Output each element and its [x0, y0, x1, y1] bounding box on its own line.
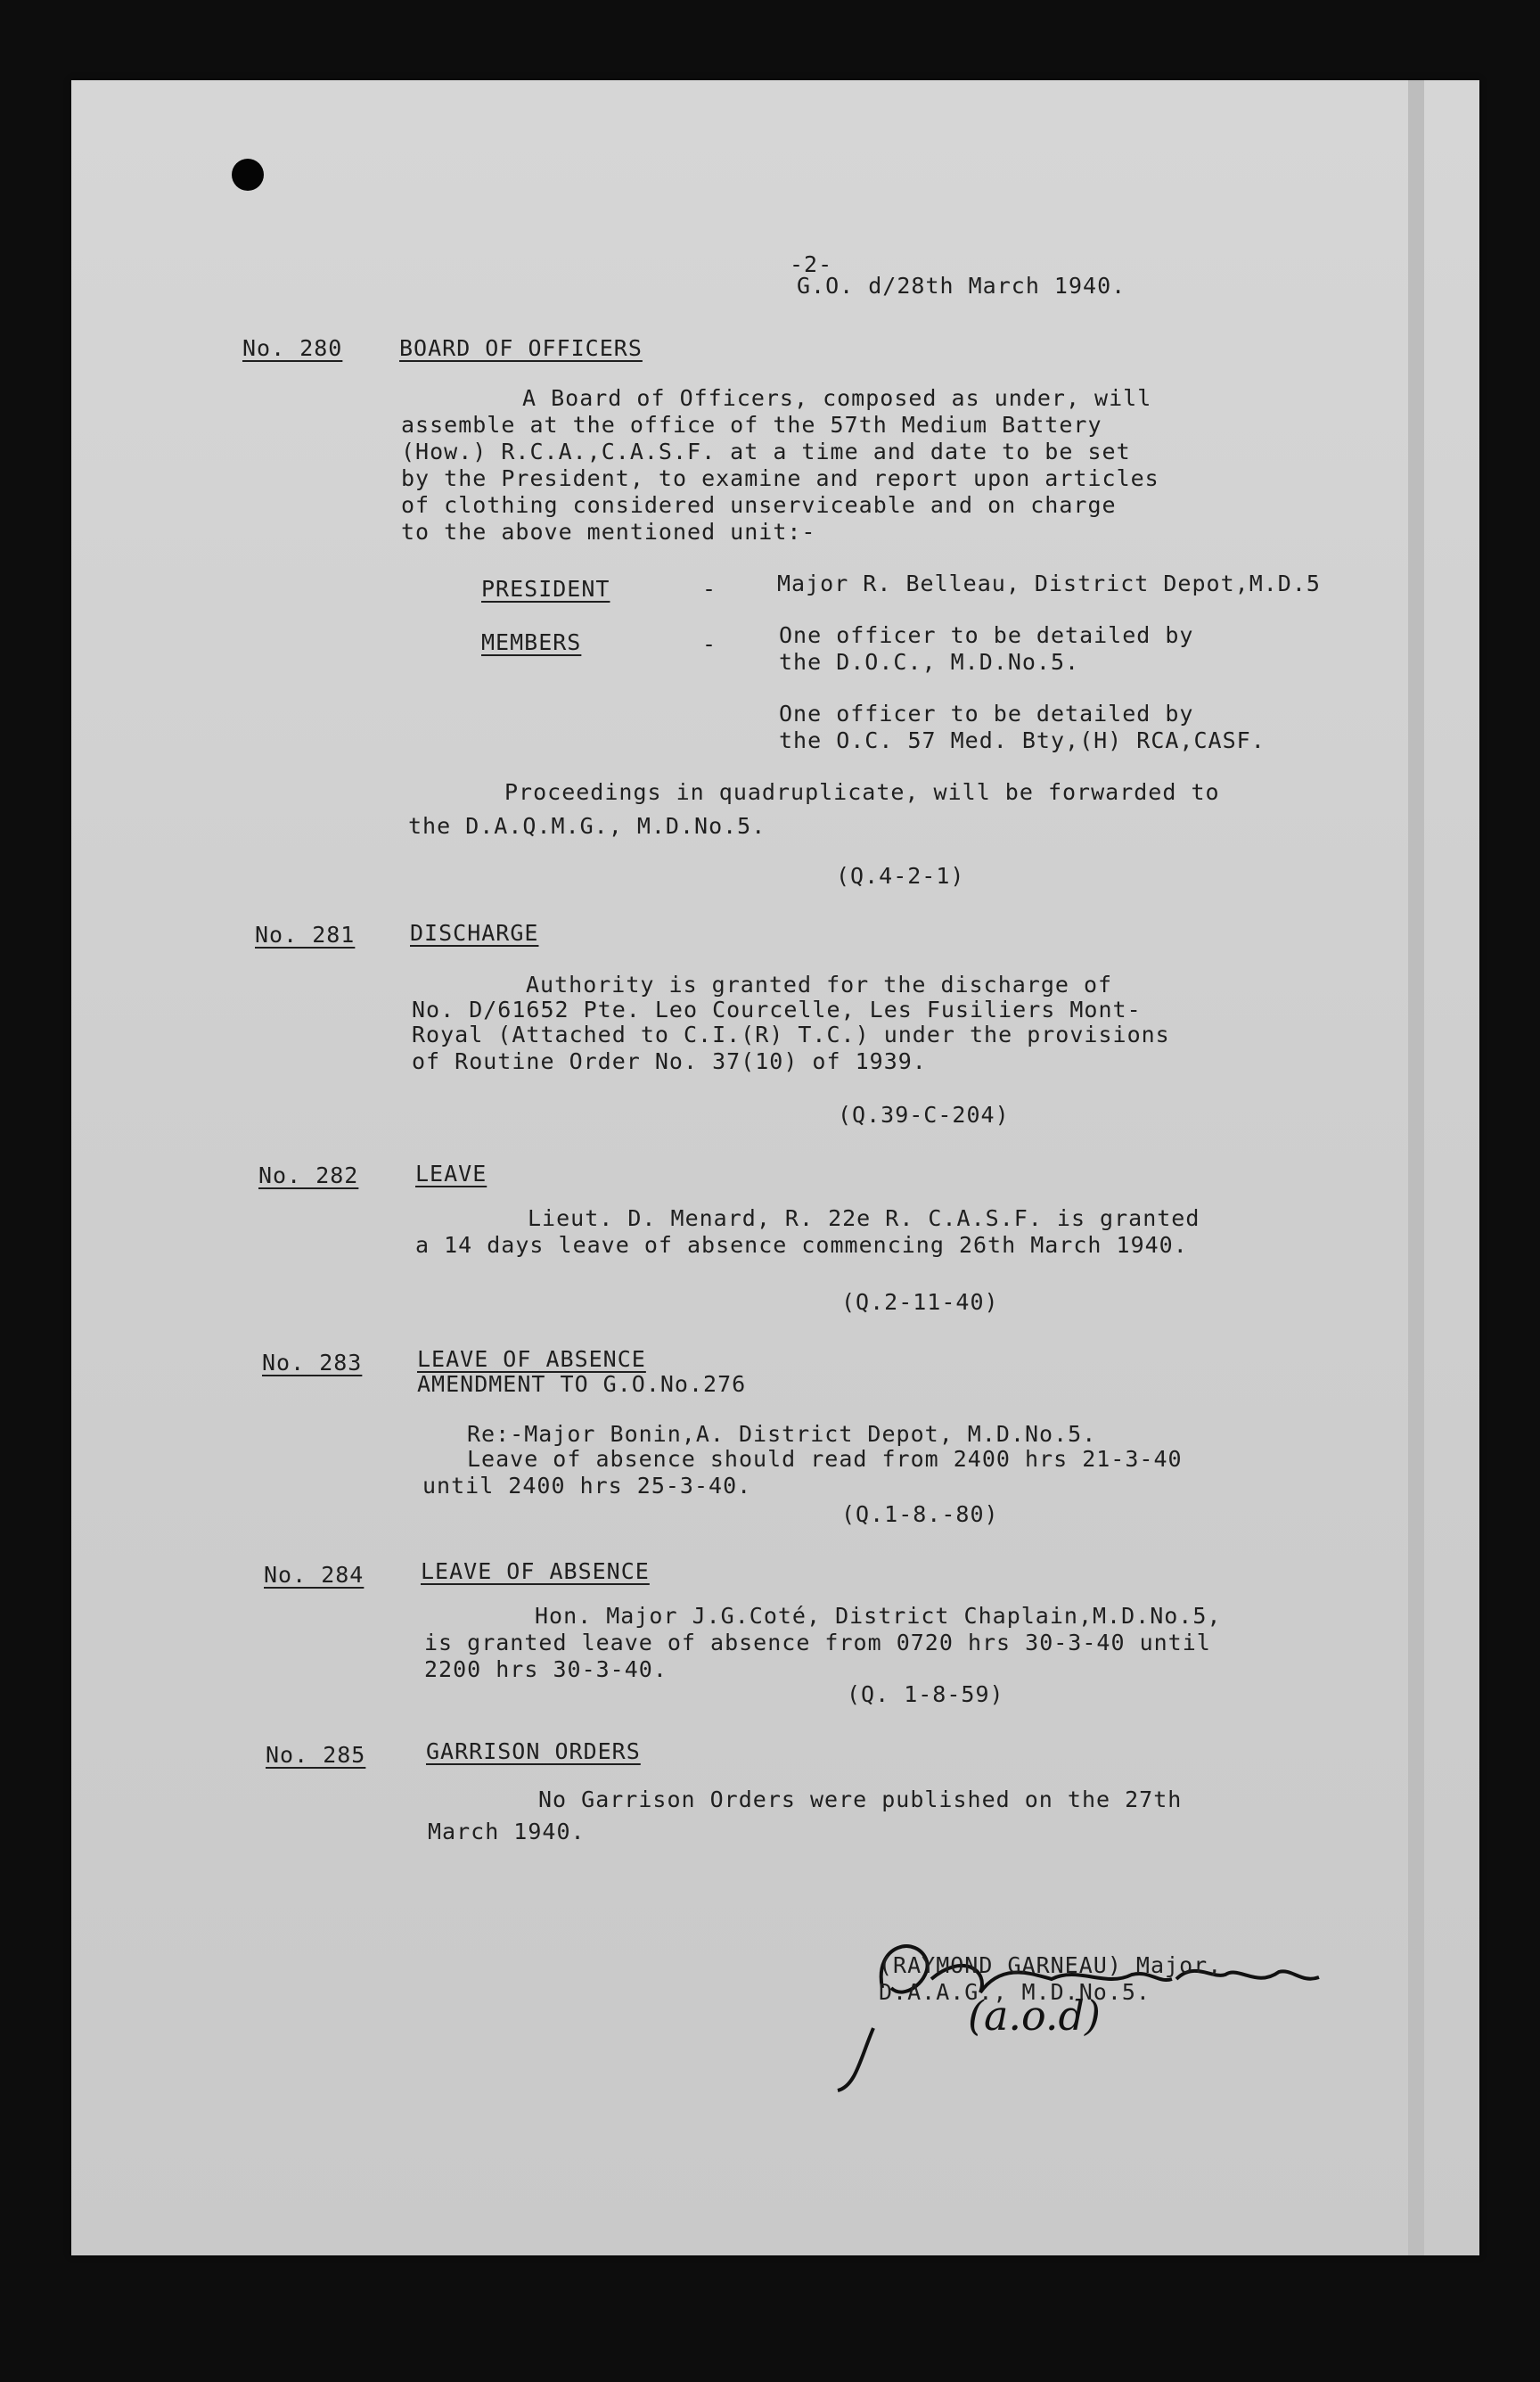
section-281-line: No. D/61652 Pte. Leo Courcelle, Les Fusiliers Mont- [412, 997, 1142, 1023]
section-280-line: A Board of Officers, composed as under, will [522, 385, 1152, 411]
section-284-line: Hon. Major J.G.Coté, District Chaplain,M.D.No.5, [535, 1603, 1222, 1629]
members-dash: - [702, 631, 717, 657]
signatory-title: D.A.A.G., M.D.No.5. [879, 1979, 1151, 2005]
section-284-title: LEAVE OF ABSENCE [421, 1558, 650, 1584]
section-280-number: No. 280 [242, 335, 343, 361]
section-281-number: No. 281 [255, 922, 356, 948]
section-284-number: No. 284 [264, 1562, 365, 1588]
section-285-line: No Garrison Orders were published on the 27th [538, 1786, 1183, 1812]
proceedings-line: Proceedings in quadruplicate, will be forwarded to [504, 779, 1220, 805]
section-283-line: until 2400 hrs 25-3-40. [422, 1473, 752, 1499]
section-281-line: of Routine Order No. 37(10) of 1939. [412, 1048, 927, 1074]
handwritten-annotation: (a.o.d) [968, 1992, 1101, 2040]
section-283-line: Leave of absence should read from 2400 hrs 21-3-40 [467, 1446, 1183, 1472]
section-282-line: a 14 days leave of absence commencing 26th March 1940. [415, 1232, 1188, 1258]
section-280-line: of clothing considered unserviceable and on charge [401, 492, 1117, 518]
punch-hole [232, 159, 264, 191]
section-281-line: Royal (Attached to C.I.(R) T.C.) under the provisions [412, 1022, 1170, 1047]
section-283-reference: (Q.1-8.-80) [841, 1501, 999, 1527]
section-281-title: DISCHARGE [410, 920, 539, 946]
section-282-reference: (Q.2-11-40) [841, 1289, 999, 1315]
member-1-line: the D.O.C., M.D.No.5. [779, 649, 1080, 675]
section-284-line: is granted leave of absence from 0720 hrs 30-3-40 until [424, 1630, 1211, 1655]
president-dash: - [702, 576, 717, 602]
proceedings-line: the D.A.Q.M.G., M.D.No.5. [408, 813, 766, 839]
order-reference: G.O. d/28th March 1940. [797, 273, 1126, 299]
section-280-line: (How.) R.C.A.,C.A.S.F. at a time and date to be set [401, 439, 1131, 464]
president-value: Major R. Belleau, District Depot,M.D.5 [777, 571, 1321, 596]
section-283-subtitle: AMENDMENT TO G.O.No.276 [417, 1371, 747, 1397]
page-edge [1408, 80, 1424, 2255]
member-1-line: One officer to be detailed by [779, 622, 1194, 648]
section-284-line: 2200 hrs 30-3-40. [424, 1656, 668, 1682]
section-280-reference: (Q.4-2-1) [836, 863, 965, 889]
section-285-title: GARRISON ORDERS [426, 1738, 641, 1764]
section-280-line: by the President, to examine and report upon articles [401, 465, 1159, 491]
page-number: -2- [790, 251, 833, 277]
section-280-line: to the above mentioned unit:- [401, 519, 816, 545]
section-284-reference: (Q. 1-8-59) [847, 1681, 1004, 1707]
members-label: MEMBERS [481, 629, 582, 655]
member-2-line: One officer to be detailed by [779, 701, 1194, 727]
section-282-line: Lieut. D. Menard, R. 22e R. C.A.S.F. is granted [528, 1205, 1200, 1231]
section-281-reference: (Q.39-C-204) [838, 1102, 1010, 1128]
section-280-title: BOARD OF OFFICERS [399, 335, 643, 361]
section-283-number: No. 283 [262, 1350, 363, 1376]
section-283-line: Re:-Major Bonin,A. District Depot, M.D.No.5. [467, 1421, 1097, 1447]
signatory-name: (RAYMOND GARNEAU) Major, [879, 1952, 1223, 1978]
section-280-line: assemble at the office of the 57th Medium Battery [401, 412, 1102, 438]
member-2-line: the O.C. 57 Med. Bty,(H) RCA,CASF. [779, 727, 1266, 753]
president-label: PRESIDENT [481, 576, 610, 602]
section-282-title: LEAVE [415, 1161, 487, 1187]
section-283-title: LEAVE OF ABSENCE [417, 1346, 646, 1372]
section-281-line: Authority is granted for the discharge of [526, 972, 1113, 998]
section-285-number: No. 285 [266, 1742, 366, 1768]
section-285-line: March 1940. [428, 1819, 586, 1844]
section-282-number: No. 282 [258, 1162, 359, 1188]
